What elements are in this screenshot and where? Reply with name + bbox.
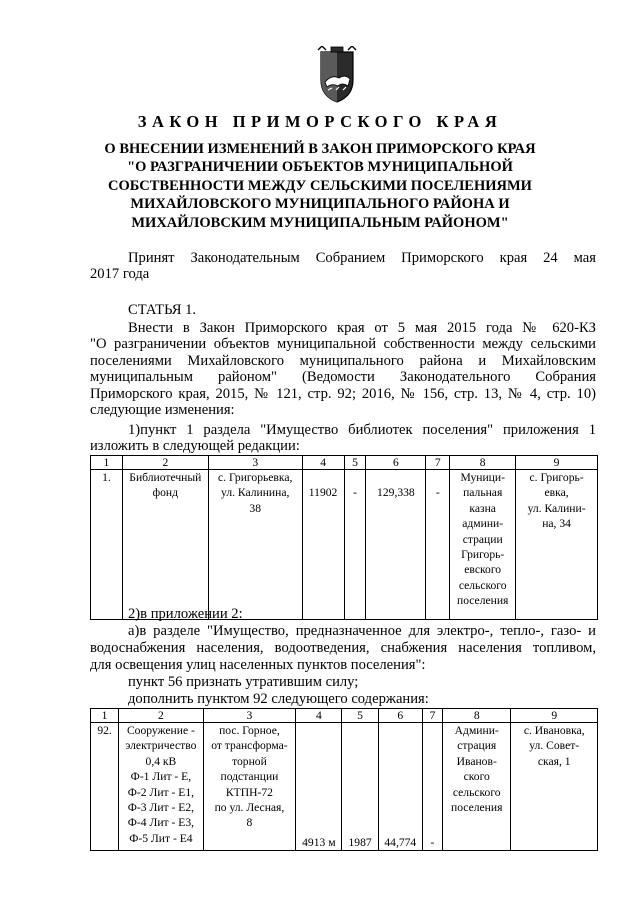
cell-line: ул. Совет- [529,739,580,753]
value-cell: 4913 м [296,723,342,851]
cell-line: подстанции [220,770,279,784]
cell-line: фонд [152,486,179,500]
adoption-line: Принят Законодательным Собранием Приморского края 24 мая [128,250,596,266]
cell-line: Григорь- [461,548,505,562]
cell-line: поселения [456,594,509,608]
value-cell: 11902 [302,470,344,620]
point-56-line: пункт 56 признать утратившим силу; [128,674,359,690]
cell-line: от трансформа- [211,739,288,753]
table-header-row [91,709,598,723]
item1-line: 1)пункт 1 раздела "Имущество библиотек поселения" приложения 1 [128,422,596,438]
address-cell [208,470,302,620]
cell-line: евка, [544,486,569,500]
item2a-line: а)в разделе "Имущество, предназначенное для электро-, тепло-, газо- и [128,623,596,639]
cell-line: Ф-4 Лит - Е3, [127,816,195,830]
location-cell [511,723,598,851]
title-line: СОБСТВЕННОСТИ МЕЖДУ СЕЛЬСКИМИ ПОСЕЛЕНИЯМИ [108,177,532,194]
table-header-cell: 6 [378,709,422,723]
item2a-line: водоснабжения населения, водоотведения, снабжения населения топливом, [90,640,596,656]
add-92-line: дополнить пунктом 92 следующего содержания: [128,691,429,707]
cell-line: Муници- [460,471,505,484]
table-header-cell: 3 [203,709,296,723]
title-line: О ВНЕСЕНИИ ИЗМЕНЕНИЙ В ЗАКОН ПРИМОРСКОГО КРАЯ [104,141,536,157]
title-line: "О РАЗГРАНИЧЕНИИ ОБЪЕКТОВ МУНИЦИПАЛЬНОЙ [127,159,513,176]
address-cell [203,723,296,851]
cell-line: 38 [249,501,261,515]
table-header-cell: 9 [511,709,598,723]
cell-line: КТПН-72 [225,785,273,799]
holder-cell [450,470,516,620]
article-intro-line: Внести в Закон Приморского края от 5 мая 2015 года № 620-КЗ [128,320,596,336]
cell-line: 8 [246,816,253,830]
cell-line: 0,4 кВ [145,754,177,768]
article-intro-line: Приморского края, 2015, № 121, стр. 92; 2016, № 156, стр. 13, № 4, стр. 10) [90,386,596,402]
article-intro-line: муниципальным районом" (Ведомости Законодательного Собрания [90,369,596,385]
value-cell: - [426,470,450,620]
coat-of-arms-emblem [312,46,362,104]
cell-line: Ф-5 Лит - Е4 [129,831,193,845]
article-intro-line: следующие изменения: [90,402,235,418]
title-line: МИХАЙЛОВСКОГО МУНИЦИПАЛЬНОГО РАЙОНА И [130,196,510,213]
cell-line: евского [464,563,502,577]
law-title [80,140,560,232]
cell-line: Ф-1 Лит - Е, [130,770,192,784]
row-number: 92. [91,723,119,851]
cell-line: страция [457,739,497,753]
cell-line: пальная [463,486,503,500]
table-header-cell: 7 [422,709,442,723]
value-cell: - [422,723,442,851]
value-cell: - [344,470,366,620]
cell-line: ул. Калини- [527,501,586,515]
holder-cell [443,723,511,851]
article-intro-line: поселениями Михайловского муниципального района и Михайловским [90,353,596,369]
table-header-cell: 3 [208,456,302,470]
property-name-cell [122,470,208,620]
cell-line: поселения [451,801,503,815]
table-header-cell: 1 [91,709,119,723]
item2-title: 2)в приложении 2: [128,606,243,622]
article-title: СТАТЬЯ 1. [128,302,197,318]
title-line: МИХАЙЛОВСКИМ МУНИЦИПАЛЬНЫМ РАЙОНОМ" [131,214,509,231]
table-header-row [91,456,598,470]
article-intro-line: "О разграничении объектов муниципальной собственности между сельскими [90,336,596,352]
table-header-cell: 8 [443,709,511,723]
cell-line: Библиотечный [129,471,202,484]
table-header-cell: 5 [342,709,378,723]
cell-line: админи- [462,517,504,531]
value-cell: 44,774 [378,723,422,851]
table-header-cell: 1 [91,456,123,470]
cell-line: с. Григорьевка, [218,471,293,484]
adoption-line: 2017 года [90,266,150,282]
law-heading: ЗАКОН ПРИМОРСКОГО КРАЯ [137,112,503,131]
cell-line: Сооружение - [126,724,195,737]
cell-line: с. Григорь- [529,471,584,484]
row-number: 1. [91,470,123,620]
table-header-cell: 4 [302,456,344,470]
property-table-2 [90,708,598,851]
item1-line: изложить в следующей редакции: [90,438,300,454]
table-row [91,723,598,851]
value-cell: 1987 [342,723,378,851]
cell-line: торной [232,754,267,768]
cell-line: Админи- [454,724,499,737]
cell-line: электричество [125,739,197,753]
cell-line: с. Ивановка, [523,724,585,737]
table-header-cell: 6 [366,456,426,470]
item2a-line: для освещения улиц населенных пунктов поселения": [90,657,426,673]
table-header-cell: 2 [119,709,204,723]
property-name-cell [119,723,204,851]
cell-line: казна [469,501,496,515]
cell-line: ская, 1 [537,754,571,768]
table-header-cell: 2 [122,456,208,470]
cell-line: пос. Горное, [219,724,280,737]
cell-line: Ф-3 Лит - Е2, [127,801,195,815]
table-header-cell: 4 [296,709,342,723]
table-header-cell: 5 [344,456,366,470]
cell-line: Иванов- [456,754,497,768]
cell-line: по ул. Лесная, [214,801,285,815]
table-header-cell: 7 [426,456,450,470]
cell-line: страции [462,532,503,546]
property-table-1 [90,455,598,620]
location-cell [516,470,598,620]
table-header-cell: 9 [516,456,598,470]
cell-line: Ф-2 Лит - Е1, [127,785,195,799]
table-row [91,470,598,620]
cell-line: на, 34 [542,517,571,531]
cell-line: ул. Калинина, [221,486,290,500]
value-cell: 129,338 [366,470,426,620]
cell-line: сельского [458,578,507,592]
table-header-cell: 8 [450,456,516,470]
cell-line: ского [463,770,490,784]
cell-line: сельского [452,785,501,799]
